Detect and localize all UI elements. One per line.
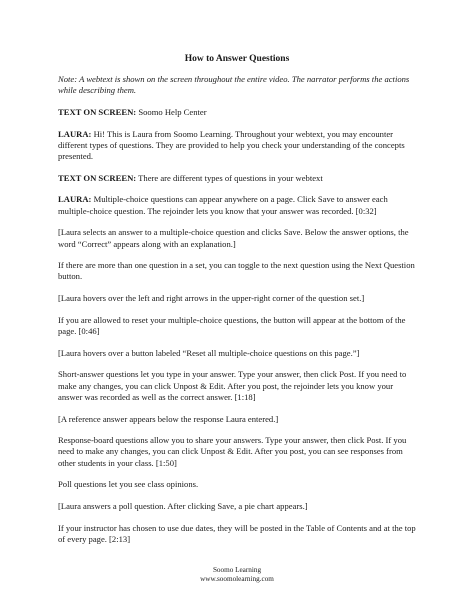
footer-website: www.soomolearning.com: [200, 575, 274, 583]
transcript-paragraph: [58, 293, 416, 304]
paragraph-text: [A reference answer appears below the response Laura entered.]: [58, 413, 279, 424]
transcript-paragraph: [58, 173, 416, 184]
transcript-paragraph: [58, 129, 416, 163]
transcript-paragraph: [58, 479, 416, 490]
transcript-paragraph: [58, 348, 416, 359]
paragraph-text: Hi! This is Laura from Soomo Learning. Throughout your webtext, you may encounter different types of questions. They are provided to help you check your understanding of the concepts presented.: [58, 128, 405, 162]
transcript-paragraph: [58, 369, 416, 403]
speaker-label: TEXT ON SCREEN:: [58, 106, 137, 117]
transcript-paragraph: [58, 435, 416, 469]
paragraph-text: [Laura selects an answer to a multiple-choice question and clicks Save. Below the answer options, the word “Correct” appears along with an explanation.]: [58, 227, 409, 249]
footer-company: Soomo Learning: [212, 566, 262, 574]
paragraph-text: There are different types of questions in your webtext: [136, 172, 323, 183]
page-footer: [0, 566, 474, 584]
paragraph-text: Short-answer questions let you type in your answer. Type your answer, then click Post. If you need to make any changes, you can click Unpost & Edit. After you post, the rejoinder lets you know your answer was recorded as well as the correct answer. [1:18]: [58, 369, 407, 402]
paragraph-text: If your instructor has chosen to use due dates, they will be posted in the Table of Contents and at the top of every page. [2:13]: [58, 522, 416, 544]
speaker-label: TEXT ON SCREEN:: [58, 172, 137, 183]
transcript-paragraph: [58, 315, 416, 337]
paragraph-text: Poll questions let you see class opinions.: [58, 479, 199, 490]
paragraph-text: Soomo Help Center: [136, 106, 207, 117]
transcript-paragraph: [58, 523, 416, 545]
paragraph-text: If you are allowed to reset your multiple-choice questions, the button will appear at the bottom of the page. [0:46]: [58, 314, 406, 337]
paragraph-text: [Laura hovers over the left and right arrows in the upper-right corner of the question set.]: [58, 293, 365, 304]
paragraph-text: [Laura answers a poll question. After clicking Save, a pie chart appears.]: [58, 501, 308, 512]
paragraph-text: [Laura hovers over a button labeled “Reset all multiple-choice questions on this page.”]: [58, 347, 360, 358]
transcript-paragraph: [58, 194, 416, 216]
transcript-paragraph: [58, 260, 416, 282]
document-title: How to Answer Questions: [184, 54, 290, 64]
transcript-paragraph: [58, 501, 416, 512]
paragraph-text: Response-board questions allow you to share your answers. Type your answer, then click Post. If you need to make any changes, you can click Unpost & Edit. After you post, you can see responses from other students in your class. [1:50]: [58, 435, 407, 468]
transcript-paragraph: [58, 227, 416, 249]
paragraph-text: If there are more than one question in a set, you can toggle to the next question using the Next Question button.: [58, 260, 415, 282]
transcript-paragraph: [58, 414, 416, 425]
speaker-label: LAURA:: [58, 128, 92, 139]
paragraph-text: Multiple-choice questions can appear anywhere on a page. Click Save to answer each multiple-choice question. The rejoinder lets you know that your answer was recorded. [0:32]: [58, 194, 388, 216]
transcript-paragraph: [58, 107, 416, 118]
production-note: Note: A webtext is shown on the screen throughout the entire video. The narrator performs the actions while describing them.: [58, 74, 410, 96]
transcript-body: [58, 107, 416, 545]
speaker-label: LAURA:: [58, 194, 92, 205]
